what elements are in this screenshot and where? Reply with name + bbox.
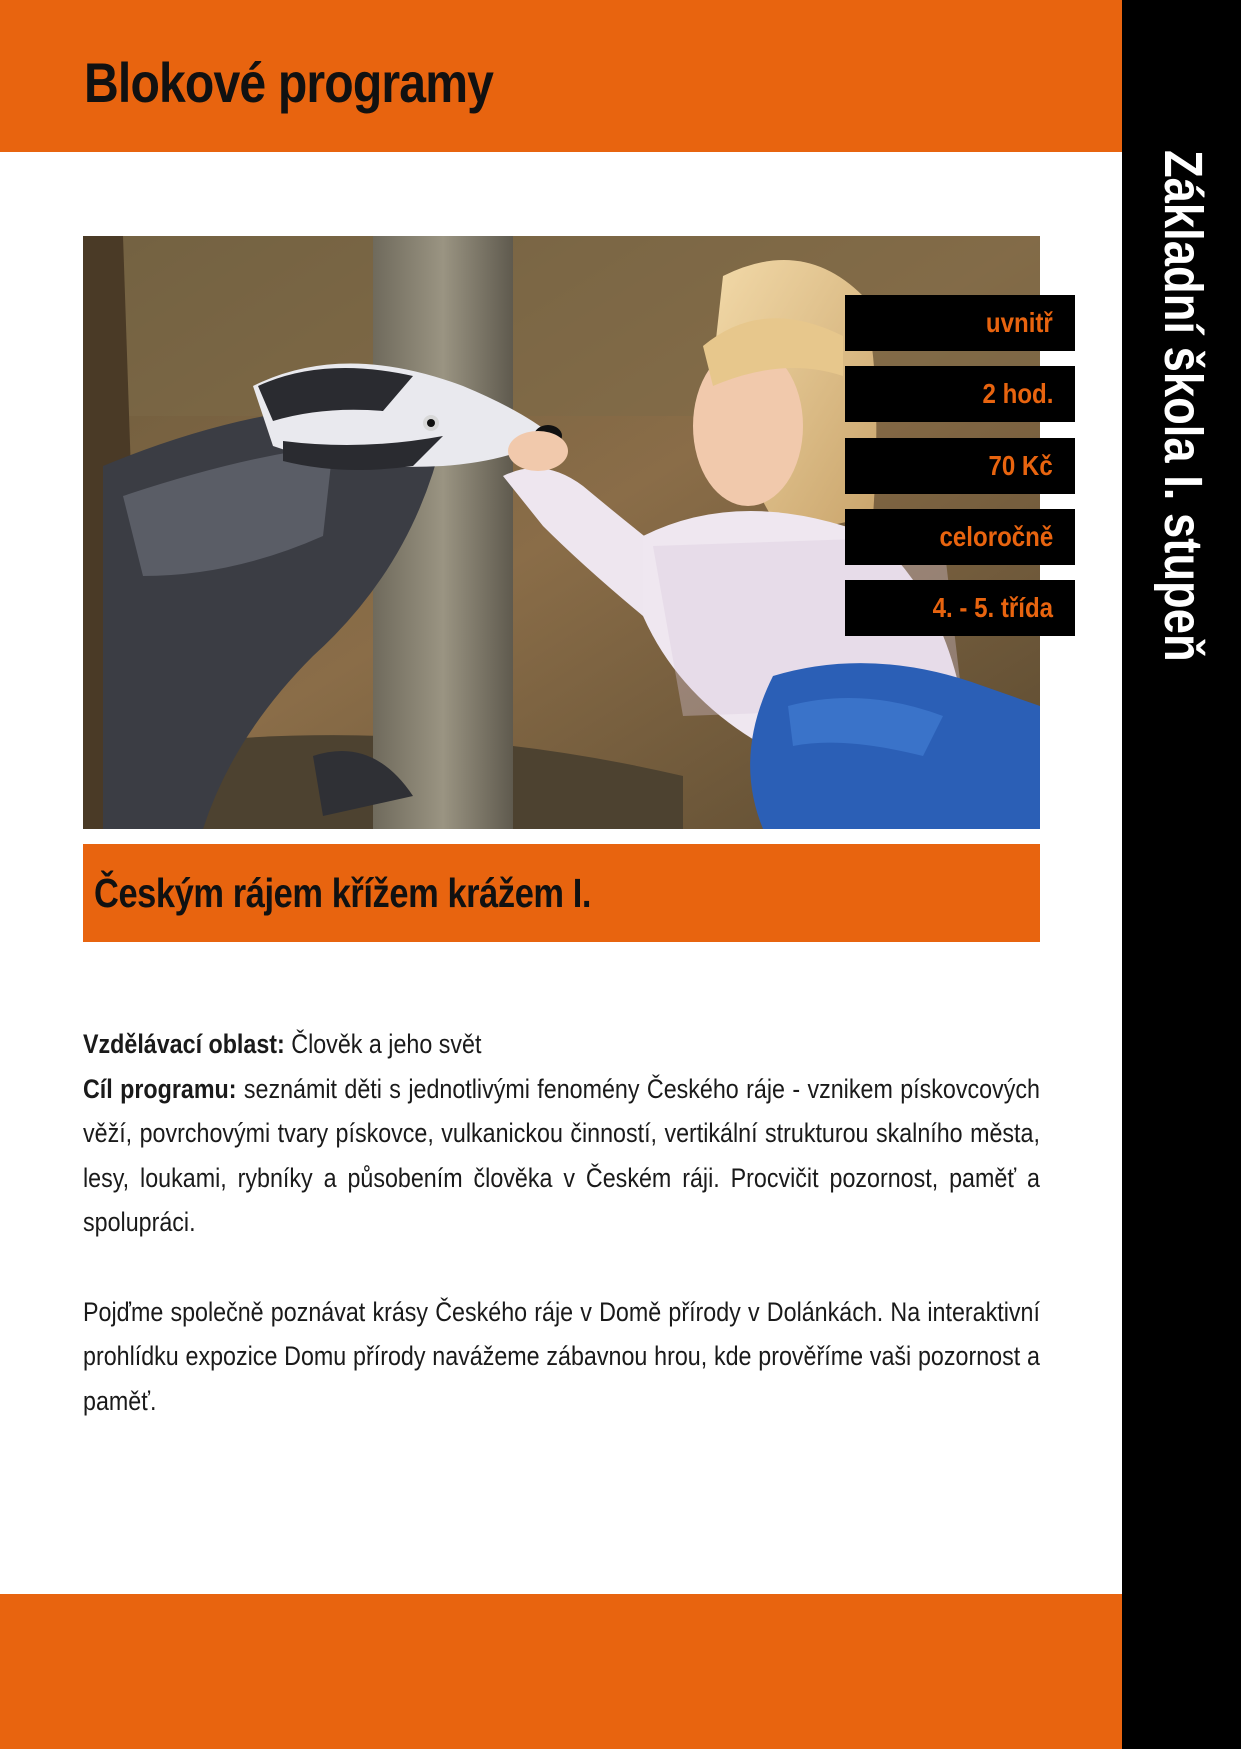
tag-season: celoročně (845, 509, 1075, 565)
program-title-bar (83, 844, 1040, 942)
program-info (83, 1022, 1040, 1245)
tag-location: uvnitř (845, 295, 1075, 351)
header-bar (0, 0, 1122, 152)
area-value: Člověk a jeho svět (284, 1029, 482, 1059)
page-title: Blokové programy (84, 51, 494, 114)
program-title: Českým rájem křížem krážem I. (94, 870, 592, 916)
footer-bar (0, 1594, 1122, 1749)
side-title: Základní škola I. stupeň (1153, 150, 1213, 662)
tag-price: 70 Kč (845, 438, 1075, 494)
program-paragraph (83, 1290, 1040, 1424)
program-description (83, 1022, 1040, 1423)
goal-value: seznámit děti s jednotlivými fenomény Českého ráje - vznikem pískovcových věží, povrchovými tvary pískovce, vulkanickou činností, vertikální strukturou skalního města, lesy, loukami, rybníky a působením člověka v Českém ráji. Procvičit pozornost, paměť a spolupráci. (83, 1073, 1040, 1237)
description-text: Pojďme společně poznávat krásy Českého ráje v Domě přírody v Dolánkách. Na interaktivní prohlídku expozice Domu přírody navážeme zábavnou hrou, kde prověříme vaši pozornost a paměť. (83, 1296, 1040, 1416)
goal-label: Cíl programu: (83, 1073, 237, 1104)
tag-duration: 2 hod. (845, 366, 1075, 422)
area-label: Vzdělávací oblast: (83, 1029, 285, 1059)
tag-grade: 4. - 5. třída (845, 580, 1075, 636)
